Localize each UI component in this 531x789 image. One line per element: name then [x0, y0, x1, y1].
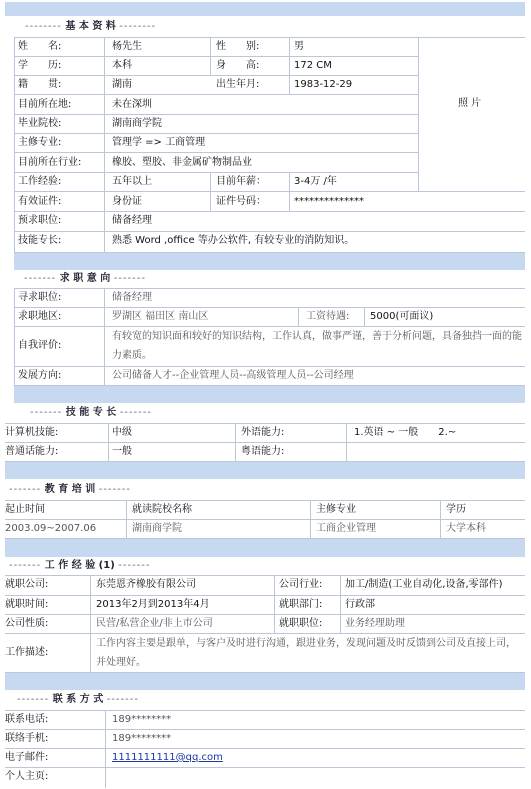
skill-value: 熟悉 Word ,office 等办公软件, 有较专业的消防知识。 — [112, 235, 355, 246]
edu-row-major: 工商企业管理 — [316, 523, 376, 534]
experience-value: 五年以上 — [112, 176, 152, 187]
work-section-title: ------- 工 作 经 验 (1) ------- — [5, 557, 525, 575]
dev-value: 公司储备人才--企业管理人员--高级管理人员--公司经理 — [112, 370, 354, 381]
section-band — [14, 253, 525, 270]
work-dept-label: 就职部门: — [279, 599, 323, 610]
edu-header-degree: 学历 — [446, 504, 466, 515]
section-band — [14, 386, 525, 403]
intent-position-label: 寻求职位: — [18, 292, 62, 303]
birth-value: 1983-12-29 — [294, 79, 353, 90]
mandarin-value: 一般 — [112, 446, 132, 457]
intent-salary-label: 工资待遇: — [306, 311, 350, 322]
experience-label: 工作经验: — [18, 176, 62, 187]
name-label: 姓 名: — [18, 41, 62, 52]
top-band — [5, 2, 525, 16]
intent-area-label: 求职地区: — [18, 311, 62, 322]
self-eval-value: 有较宽的知识面和较好的知识结构，工作认真，做事严谨，善于分析问题，具备独挡一面的能力素质。 — [112, 331, 522, 361]
email-link[interactable]: 1111111111@qq.com — [112, 752, 223, 763]
major-label: 主修专业: — [18, 137, 62, 148]
homepage-label: 个人主页: — [5, 771, 49, 782]
school-label: 毕业院校: — [18, 118, 62, 129]
height-value: 172 CM — [294, 60, 332, 71]
mobile-label: 联络手机: — [5, 733, 49, 744]
work-job-value: 业务经理助理 — [345, 618, 405, 629]
work-job-label: 就职职位: — [279, 618, 323, 629]
work-desc-label: 工作描述: — [5, 647, 49, 658]
school-value: 湖南商学院 — [112, 118, 162, 129]
skill-label: 技能专长: — [18, 235, 62, 246]
major-value: 管理学 => 工商管理 — [112, 137, 206, 148]
hometown-label: 籍 贯: — [18, 79, 62, 90]
phone-value: 189******** — [112, 714, 172, 725]
location-label: 目前所在地: — [18, 99, 72, 110]
mandarin-label: 普通话能力: — [5, 446, 59, 457]
mobile-value: 189******** — [112, 733, 172, 744]
section-band — [5, 462, 525, 479]
intent-position-value: 储备经理 — [112, 292, 152, 303]
work-time-label: 就职时间: — [5, 599, 49, 610]
id-number-label: 证件号码： — [216, 196, 266, 207]
education-value: 本科 — [112, 60, 132, 71]
work-company-label: 就职公司: — [5, 579, 49, 590]
target-position-label: 预求职位: — [18, 215, 62, 226]
skills-section-title: ------- 技 能 专 长 ------- — [5, 404, 525, 422]
phone-label: 联系电话: — [5, 714, 49, 725]
foreign-lang-label: 外语能力: — [241, 427, 285, 438]
self-eval-label: 自我评价: — [18, 340, 62, 351]
computer-skill-label: 计算机技能: — [5, 427, 59, 438]
edu-row-school: 湖南商学院 — [132, 523, 182, 534]
edu-header-major: 主修专业 — [316, 504, 356, 515]
work-desc-value: 工作内容主要是跟单，与客户及时进行沟通，跟进业务，发现问题及时反馈到公司及直接上司，并处理好。 — [96, 638, 516, 668]
photo-placeholder: 照 片 — [458, 98, 482, 109]
hometown-value: 湖南 — [112, 79, 132, 90]
name-value: 杨先生 — [112, 41, 142, 52]
dev-label: 发展方向: — [18, 370, 62, 381]
id-type-value: 身份证 — [112, 196, 142, 207]
edu-row-period: 2003.09~2007.06 — [5, 523, 97, 534]
gender-label: 性 别: — [216, 41, 260, 52]
edu-header-school: 就读院校名称 — [132, 504, 192, 515]
salary-value: 3-4万 /年 — [294, 176, 337, 187]
work-time-value: 2013年2月到2013年4月 — [96, 599, 210, 610]
birth-label: 出生年月: — [216, 79, 260, 90]
contact-section-title: ------- 联 系 方 式 ------- — [5, 691, 525, 709]
intent-area-value: 罗湖区 福田区 南山区 — [112, 311, 209, 322]
id-type-label: 有效证件: — [18, 196, 62, 207]
intent-salary-value: 5000(可面议) — [370, 311, 434, 322]
foreign-lang-value: 1.英语 ~ 一般 2.~ — [354, 427, 457, 438]
work-nature-label: 公司性质: — [5, 618, 49, 629]
id-number-value: ************** — [294, 196, 364, 207]
height-label: 身 高: — [216, 60, 260, 71]
industry-value: 橡胶、塑胶、非金属矿物制品业 — [112, 157, 252, 168]
location-value: 未在深圳 — [112, 99, 152, 110]
edu-row-degree: 大学本科 — [446, 523, 486, 534]
salary-label: 目前年薪： — [216, 176, 266, 187]
target-position-value: 储备经理 — [112, 215, 152, 226]
intent-section-title: ------- 求 职 意 向 ------- — [14, 270, 525, 288]
section-band — [5, 673, 525, 690]
industry-label: 目前所在行业: — [18, 157, 82, 168]
education-label: 学 历: — [18, 60, 62, 71]
computer-skill-value: 中级 — [112, 427, 132, 438]
work-company-value: 东莞恩齐橡胶有限公司 — [96, 579, 196, 590]
edu-header-period: 起止时间 — [5, 504, 45, 515]
email-label: 电子邮件: — [5, 752, 49, 763]
work-dept-value: 行政部 — [345, 599, 375, 610]
section-band — [5, 539, 525, 557]
gender-value: 男 — [294, 41, 304, 52]
basic-section-title: -------- 基 本 资 料 -------- — [5, 18, 525, 36]
education-section-title: ------- 教 育 培 训 ------- — [5, 481, 525, 499]
work-industry-value: 加工/制造(工业自动化,设备,零部件) — [345, 579, 503, 590]
work-nature-value: 民营/私营企业/非上市公司 — [96, 618, 213, 629]
cantonese-label: 粤语能力: — [241, 446, 285, 457]
work-industry-label: 公司行业: — [279, 579, 323, 590]
